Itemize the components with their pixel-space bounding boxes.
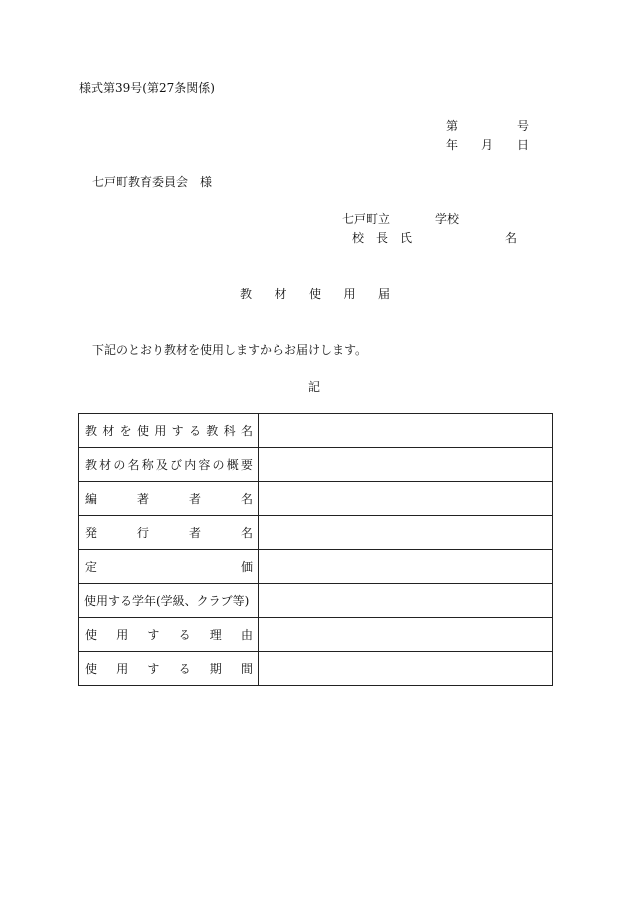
row-label-char: 概 xyxy=(226,458,239,472)
row-value-field[interactable] xyxy=(259,618,553,652)
row-label-char: る xyxy=(188,424,201,438)
row-label-char: 内 xyxy=(184,458,197,472)
row-label-char: 名 xyxy=(240,526,253,540)
row-label-char: 使 xyxy=(85,628,98,642)
row-label xyxy=(79,584,259,618)
title-char: 教 xyxy=(240,287,253,301)
row-value-field[interactable] xyxy=(259,482,553,516)
addressee: 七戸町教育委員会 様 xyxy=(92,175,213,189)
row-label-char: の xyxy=(212,458,225,472)
doc-number-dai: 第 xyxy=(446,119,459,133)
doc-number-go: 号 xyxy=(517,119,530,133)
row-label-char: 使用する学年(学級、クラブ等) xyxy=(84,594,250,608)
row-label xyxy=(79,516,259,550)
row-label-char: 教 xyxy=(206,424,219,438)
row-label-char: 編 xyxy=(85,492,98,506)
row-label-char: 材 xyxy=(99,458,112,472)
row-value-field[interactable] xyxy=(259,652,553,686)
form-number: 様式第39号(第27条関係) xyxy=(79,81,215,95)
principal-label-char: 長 xyxy=(375,231,388,245)
row-label-char: 科 xyxy=(223,424,236,438)
row-label-char: 定 xyxy=(85,560,98,574)
row-label-char: る xyxy=(178,628,191,642)
row-label-char: の xyxy=(113,458,126,472)
table-row xyxy=(79,516,553,550)
row-label-char: 価 xyxy=(240,560,253,574)
table-row xyxy=(79,550,553,584)
title-char: 届 xyxy=(377,287,390,301)
table-row xyxy=(79,448,553,482)
school-prefix: 七戸町立 xyxy=(342,212,391,226)
title-char: 材 xyxy=(274,287,287,301)
table-row xyxy=(79,414,553,448)
ki-heading: 記 xyxy=(308,380,321,394)
table-row xyxy=(79,584,553,618)
row-label-char: を xyxy=(119,424,132,438)
row-label-char: す xyxy=(147,662,160,676)
principal-label-char: 氏 xyxy=(399,231,412,245)
row-label-char: 者 xyxy=(188,492,201,506)
title-char: 用 xyxy=(343,287,356,301)
row-label-char: 間 xyxy=(240,662,253,676)
row-label xyxy=(79,652,259,686)
principal-label-char: 校 xyxy=(352,231,365,245)
row-label-char: 用 xyxy=(116,662,129,676)
school-suffix: 学校 xyxy=(435,212,460,226)
date-month: 月 xyxy=(481,138,494,152)
row-label-char: 容 xyxy=(198,458,211,472)
row-label-char: 用 xyxy=(116,628,129,642)
row-label-char: 由 xyxy=(240,628,253,642)
row-label xyxy=(79,482,259,516)
table-row xyxy=(79,482,553,516)
row-label-char: 理 xyxy=(209,628,222,642)
row-label xyxy=(79,550,259,584)
principal-label xyxy=(352,231,412,245)
row-label-char: 使 xyxy=(85,662,98,676)
row-label-char: 名 xyxy=(127,458,140,472)
row-label-char: 使 xyxy=(136,424,149,438)
row-label-char: す xyxy=(147,628,160,642)
row-label-char: 要 xyxy=(240,458,253,472)
row-label-char: 名 xyxy=(240,424,253,438)
row-label-char: 用 xyxy=(154,424,167,438)
row-value-field[interactable] xyxy=(259,516,553,550)
form-table xyxy=(78,413,553,686)
title-char: 使 xyxy=(308,287,321,301)
row-label-char: 行 xyxy=(136,526,149,540)
row-value-field[interactable] xyxy=(259,414,553,448)
row-label xyxy=(79,618,259,652)
row-label-char: 教 xyxy=(85,458,98,472)
row-label-char: 材 xyxy=(102,424,115,438)
row-value-field[interactable] xyxy=(259,584,553,618)
row-label-char: 者 xyxy=(188,526,201,540)
row-label xyxy=(79,448,259,482)
date-year: 年 xyxy=(446,138,459,152)
table-row xyxy=(79,618,553,652)
row-value-field[interactable] xyxy=(259,550,553,584)
row-value-field[interactable] xyxy=(259,448,553,482)
date-day: 日 xyxy=(517,138,530,152)
table-row xyxy=(79,652,553,686)
row-label-char: す xyxy=(171,424,184,438)
row-label-char: 発 xyxy=(85,526,98,540)
row-label-char: 期 xyxy=(209,662,222,676)
row-label-char: 著 xyxy=(136,492,149,506)
row-label-char: 名 xyxy=(240,492,253,506)
name-suffix: 名 xyxy=(505,231,518,245)
row-label-char: 及 xyxy=(155,458,168,472)
row-label-char: る xyxy=(178,662,191,676)
row-label xyxy=(79,414,259,448)
row-label-char: 称 xyxy=(141,458,154,472)
document-title xyxy=(240,287,390,301)
intro-text: 下記のとおり教材を使用しますからお届けします。 xyxy=(92,343,368,357)
row-label-char: 教 xyxy=(85,424,98,438)
row-label-char: び xyxy=(170,458,183,472)
